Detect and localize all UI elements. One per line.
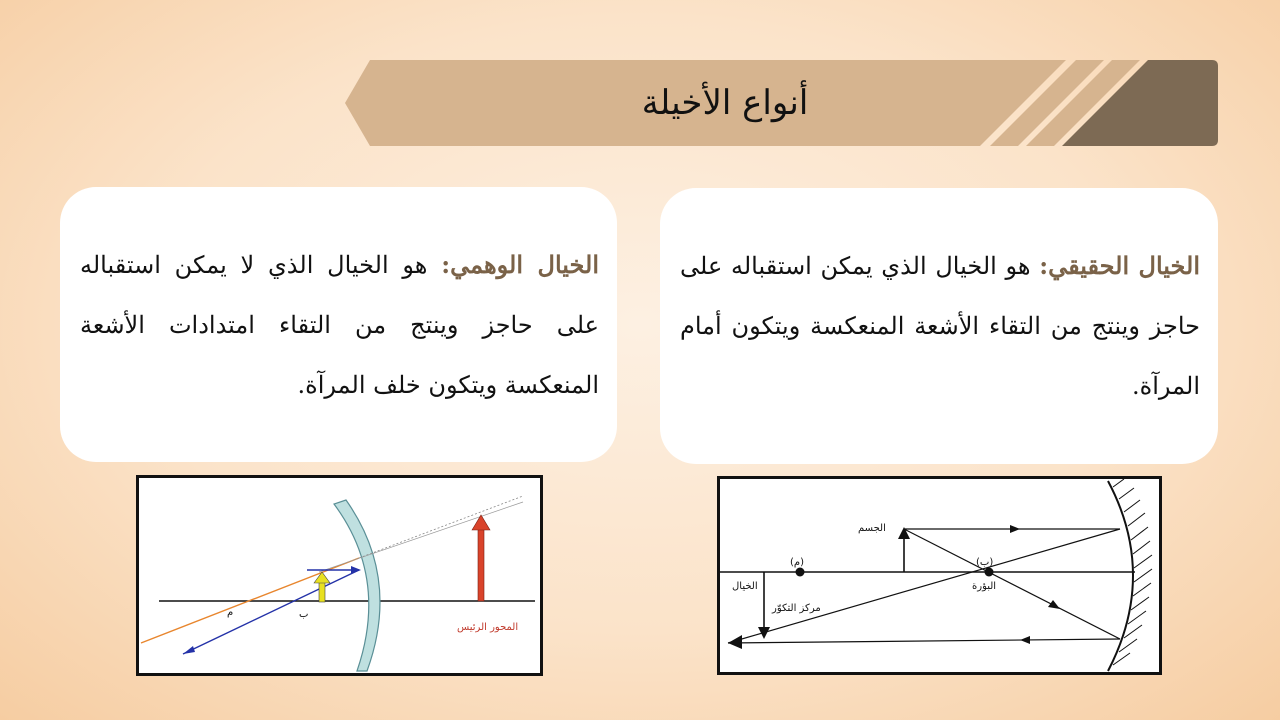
- page-title: أنواع الأخيلة: [641, 83, 809, 123]
- concave-mirror: [1108, 481, 1133, 671]
- virtual-image-diagram: [136, 475, 543, 676]
- object-label: الجسم: [858, 523, 886, 534]
- convex-mirror-diagram: [139, 478, 540, 673]
- ray-through-focus-incident: [904, 529, 1120, 639]
- real-image-text: [680, 236, 1200, 416]
- image-label: الخيال: [732, 581, 758, 592]
- object-arrow-head: [472, 515, 490, 530]
- focus-label: ب: [299, 609, 309, 620]
- reflected-ray-arrowhead-2: [351, 566, 361, 574]
- virtual-image-card: [60, 187, 617, 462]
- real-image-card: [660, 188, 1218, 464]
- ray-arrowhead-2: [1048, 600, 1060, 609]
- real-image-term: الخيال الحقيقي:: [1039, 251, 1200, 280]
- ray-arrowhead-3: [728, 635, 742, 649]
- ray-arrowhead-1: [1010, 525, 1020, 533]
- image-arrow-head: [758, 627, 770, 639]
- ray-through-focus-reflected: [728, 529, 1120, 643]
- focus-point: [985, 568, 994, 577]
- virtual-image-arrow-head: [314, 572, 330, 583]
- reflected-ray-arrowhead: [183, 646, 195, 654]
- center-symbol-label: (م): [790, 557, 805, 568]
- principal-axis-label: المحور الرئيس: [457, 622, 519, 633]
- center-label: مركز التكوّر: [772, 603, 821, 614]
- ray-parallel-reflected: [728, 639, 1120, 643]
- virtual-image-arrow-shaft: [319, 582, 325, 602]
- convex-mirror: [334, 500, 380, 671]
- ray-arrowhead-4: [1020, 636, 1030, 644]
- center-point: [796, 568, 805, 577]
- focus-label: البؤرة: [972, 581, 997, 592]
- object-arrow-shaft: [478, 528, 484, 601]
- virtual-image-text: [80, 235, 599, 415]
- real-image-definition: هو الخيال الذي يمكن استقباله على حاجز وينتج من التقاء الأشعة المنعكسة ويتكون أمام المرآة.: [680, 252, 1200, 400]
- virtual-image-definition: هو الخيال الذي لا يمكن استقباله على حاجز وينتج من التقاء امتدادات الأشعة المنعكسة ويتكون خلف المرآة.: [80, 251, 599, 399]
- virtual-image-term: الخيال الوهمي:: [441, 250, 599, 279]
- real-image-diagram: [717, 476, 1162, 675]
- focus-symbol-label: (ب): [976, 557, 994, 568]
- extension-line-1: [359, 496, 523, 558]
- concave-mirror-diagram: [720, 479, 1159, 672]
- center-label: م: [227, 607, 234, 618]
- reflected-ray: [183, 570, 359, 654]
